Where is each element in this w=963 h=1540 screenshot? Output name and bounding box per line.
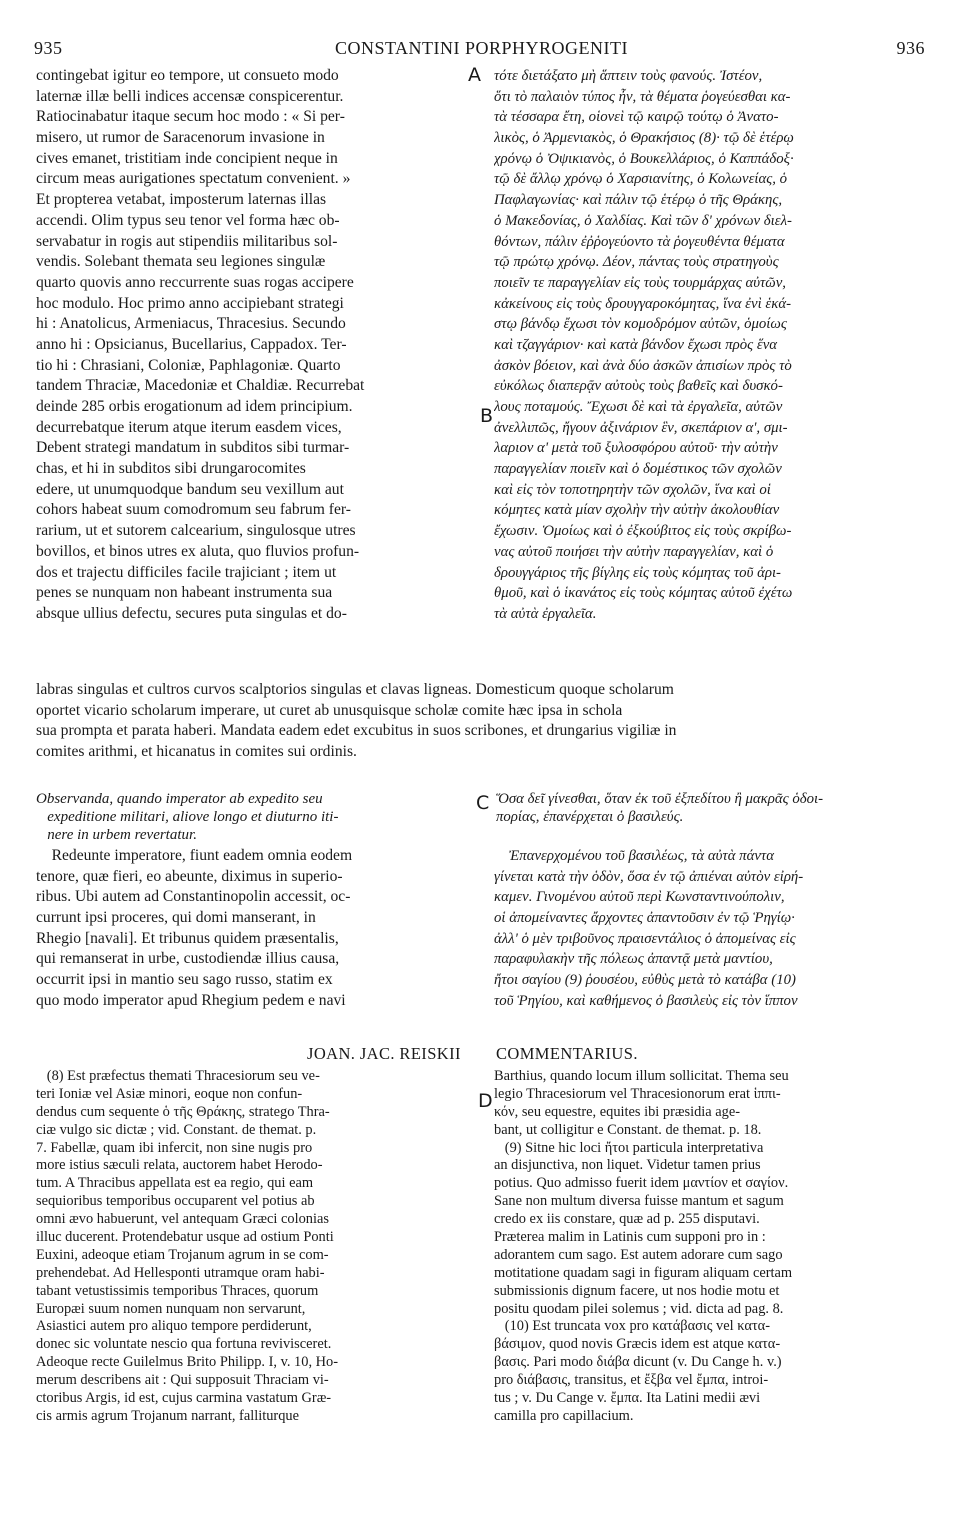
greek-text-line: εὐκόλως διαπερᾷν αὐτοὺς τοὺς βαθεῖς καὶ δυσκό- bbox=[494, 378, 783, 395]
commentary-line: ciæ vulgo sic dictæ ; vid. Constant. de themat. p. bbox=[36, 1121, 317, 1138]
latin-text-line: quarto quovis anno reccurrente suas rogas accipere bbox=[36, 273, 354, 291]
greek-text-line: παραφυλακὴν τῆς πόλεως ἀπαντᾷ μετὰ μαντίου, bbox=[494, 951, 773, 968]
latin-text-line: tenore, quæ fieri, eo abeunte, diximus in superio- bbox=[36, 867, 343, 885]
greek-text-line: θμοῦ, καὶ ὁ ἱκανάτος εἰς τοὺς κόμητας αὐτοῦ ἐχέτω bbox=[494, 585, 793, 602]
commentary-line: Adeoque recte Guilelmus Brito Philipp. I, v. 10, Ho- bbox=[36, 1354, 339, 1371]
greek-text-line: τῷ πρώτῳ χρόνῳ. Δέον, πάντας τοὺς στρατηγοὺς bbox=[494, 254, 779, 271]
greek-text-line: τῷ δὲ ἄλλῳ χρόνῳ ὁ Χαρσιανίτης, ὁ Κολωνείας, ὁ bbox=[494, 171, 788, 188]
commentary-line: sequioribus temporibus occuparent vel potius ab bbox=[36, 1193, 315, 1210]
latin-text-line: Redeunte imperatore, fiunt eadem omnia eodem bbox=[36, 847, 353, 864]
commentary-line: illuc ducerent. Protendebatur usque ad ostium Ponti bbox=[36, 1229, 334, 1246]
commentary-line: positu quodam pilei solemus ; vid. dicta ad pag. 8. bbox=[494, 1300, 784, 1317]
commentary-line: camilla pro capillacium. bbox=[494, 1407, 634, 1424]
margin-marker-c: C bbox=[476, 792, 490, 814]
greek-text-line: καὶ τζαγγάριον· καὶ κατὰ βάνδον ἔχωσι πρὸς ἕνα bbox=[494, 336, 778, 353]
commentary-line: tus ; v. Du Cange v. ἔμπα. Ita Latini medii ævi bbox=[494, 1390, 761, 1407]
latin-text-line: anno hi : Opsicianus, Bucellarius, Cappadox. Ter- bbox=[36, 335, 347, 353]
latin-title-line: nere in urbem revertatur. bbox=[36, 827, 197, 843]
greek-text-line: Ἐπανερχομένου τοῦ βασιλέως, τὰ αὐτὰ πάντα bbox=[494, 848, 774, 864]
commentary-line: adorantem cum sago. Est autem adorare cum sago bbox=[494, 1246, 783, 1263]
latin-text-line: Debent strategi mandatum in subditos sibi turmar- bbox=[36, 439, 350, 457]
latin-text-line: occurrit ipsi in mantio seu sago russo, statim ex bbox=[36, 971, 333, 989]
greek-text-line: κἀκείνους εἰς τοὺς δρουγγαροκόμητας, ἵνα ἐνὶ ἑκά- bbox=[494, 295, 792, 312]
greek-text-line: τὰ αὐτὰ ἐργαλεῖα. bbox=[494, 605, 597, 622]
greek-text-line: τὰ τέσσαρα ἔτη, οἱονεὶ τῷ καιρῷ τούτῳ ὁ Ἀνατο- bbox=[494, 109, 779, 126]
greek-text-line: χρόνῳ ὁ Ὀψικιανὸς, ὁ Βουκελλάριος, ὁ Καππάδοξ· bbox=[494, 150, 794, 167]
commentary-line: Præterea malim in Latinis cum supponi pro in : bbox=[494, 1229, 766, 1246]
commentary-heading-left: JOAN. JAC. REISKII bbox=[307, 1044, 461, 1063]
commentary-line: βάσιμον, quod novis Græcis idem est atque κατα- bbox=[494, 1336, 781, 1353]
commentary-line: prehendebat. Ad Hellesponti utramque oram habi- bbox=[36, 1264, 325, 1281]
greek-title-line: Ὅσα δεῖ γίνεσθαι, ὅταν ἐκ τοῦ ἐξπεδίτου ἢ μακρᾶς ὁδοι- bbox=[496, 791, 824, 807]
latin-text-line: accendi. Olim typus seu tenor vel forma hæc ob- bbox=[36, 211, 340, 229]
commentary-line: tabant vetustissimis temporibus Thraces, quorum bbox=[36, 1282, 319, 1299]
latin-text-line: tandem Thraciæ, Macedoniæ et Chaldiæ. Recurrebat bbox=[36, 377, 365, 395]
latin-text-line: absque ullius defectu, secures puta singulas et do- bbox=[36, 604, 347, 622]
full-width-paragraph bbox=[36, 680, 926, 763]
full-width-text-line: labras singulas et cultros curvos scalptorios singulas et clavas ligneas. Domesticum quoque scholarum bbox=[36, 681, 674, 698]
commentary-line: cis armis agrum Trojanum narrant, falliturque bbox=[36, 1407, 299, 1424]
latin-text-line: misero, ut rumor de Saracenorum invasione in bbox=[36, 129, 325, 147]
commentary-line: (10) Est truncata vox pro κατάβασις vel κατα- bbox=[494, 1318, 770, 1335]
commentary-line: Sane non multum diversa fuisse mantum et sagum bbox=[494, 1193, 784, 1210]
greek-text-line: ἤτοι σαγίου (9) ῥουσέου, εὐθὺς μετὰ τὸ κατάβα (10) bbox=[494, 972, 796, 989]
latin-text-line: Rhegio [navali]. Et tribunus quidem præsentalis, bbox=[36, 929, 339, 947]
greek-text-line: καὶ εἰς τὸν τοποτηρητὴν τῶν σχολῶν, ἵνα καὶ οἱ bbox=[494, 481, 771, 498]
latin-text-line: chas, et hi in subditos sibi drungarocomites bbox=[36, 460, 306, 478]
commentary-line: potius. Quo admisso fuerit idem μαντίον et σαγίον. bbox=[494, 1175, 789, 1192]
greek-text-line: ὁ Μακεδονίας, ὁ Χαλδίας. Καὶ τῶν δ' χρόνων διελ- bbox=[494, 212, 792, 229]
latin-text-line: hoc modulo. Hoc primo anno accipiebant strategi bbox=[36, 294, 344, 312]
greek-title-line: πορίας, ἐπανέρχεται ὁ βασιλεύς. bbox=[496, 809, 684, 825]
commentary-line: motitatione quadam sagi in figuram aliquam certam bbox=[494, 1264, 793, 1281]
commentary-line: κόν, seu equestre, equites ibi præsidia age- bbox=[494, 1103, 741, 1120]
latin-text-line: servabatur in rogis aut stipendiis militaribus sol- bbox=[36, 232, 338, 250]
latin-text-line: edere, ut unumquodque bandum seu vexillum aut bbox=[36, 480, 344, 498]
commentary-notes-right bbox=[494, 1068, 928, 1426]
full-width-text-line: sua prompta et parata haberi. Mandata eadem edet excubitus in suos scribones, et drungarius vigiliæ in bbox=[36, 722, 677, 740]
greek-text-line: νας αὐτοῦ ποιήσει τὴν αὐτὴν παραγγελίαν, καὶ ὁ bbox=[494, 543, 774, 560]
commentary-notes-left bbox=[36, 1068, 476, 1426]
greek-text-line: θόντων, πάλιν ἐῤῥογεύοντο τὰ ῥογευθέντα θέματα bbox=[494, 233, 785, 250]
commentary-line: (8) Est præfectus themati Thracesiorum seu ve- bbox=[36, 1068, 320, 1084]
commentary-line: dendus cum sequente ὁ τῆς Θράκης, stratego Thra- bbox=[36, 1103, 330, 1120]
commentary-line: omni ævo habuerunt, vel antequam Græci colonias bbox=[36, 1211, 329, 1228]
commentary-line: βασις. Pari modo διάβα dicunt (v. Du Cange h. v.) bbox=[494, 1354, 782, 1371]
latin-text-line: cohors habeat suum comodromum seu fabrum fer- bbox=[36, 501, 351, 519]
greek-text-line: ὅτι τὸ παλαιὸν τύπος ἦν, τὰ θέματα ῥογεύεσθαι κα- bbox=[494, 88, 791, 105]
greek-text-line: ἀνελλιπῶς, ἤγουν ἀξινάριον ἓν, σκεπάριον α', σμι- bbox=[494, 419, 788, 436]
latin-text-line: bovillos, et binos utres ex aluta, quo fluvios profun- bbox=[36, 542, 360, 560]
running-title: CONSTANTINI PORPHYROGENITI bbox=[334, 38, 629, 58]
commentary-line: 7. Fabellæ, quam ibi infercit, non sine nugis pro bbox=[36, 1139, 313, 1156]
greek-text-line: λους ποταμούς. Ἔχωσι δὲ καὶ τὰ ἐργαλεῖα, αὐτῶν bbox=[494, 399, 783, 415]
greek-text-line: ἀλλ' ὁ μὲν τριβοῦνος πραισεντάλιος ὁ ἀπομείνας εἰς bbox=[494, 930, 796, 947]
commentary-line: ctoribus Argis, id est, cujus carmina vastatum Græ- bbox=[36, 1390, 332, 1407]
commentary-line: merum describens ait : Qui supposuit Thraciam vi- bbox=[36, 1372, 329, 1389]
commentary-line: legio Thracesiorum vel Thracesionorum erat ἱππι- bbox=[494, 1085, 781, 1102]
greek-text-line: καμεν. Γινομένου αὐτοῦ περὶ Κωνσταντινούπολιν, bbox=[494, 889, 785, 906]
latin-text-line: cives emanet, tristitiam inde concipient neque in bbox=[36, 149, 338, 167]
greek-text-line: λαριον α' μετὰ τοῦ ξυλοσφόρου αὐτοῦ· τὴν αὐτὴν bbox=[494, 440, 778, 457]
latin-text-line: currunt ipsi proceres, qui domi manserant, in bbox=[36, 909, 316, 927]
latin-text-line: dos et trajectu difficiles facile trajiciant ; item ut bbox=[36, 563, 337, 581]
latin-column bbox=[36, 66, 474, 625]
latin-text-line: ribus. Ubi autem ad Constantinopolin accessit, oc- bbox=[36, 888, 351, 906]
latin-text-line: vendis. Solebant themata seu legiones singulæ bbox=[36, 253, 326, 271]
latin-text-line: qui remanserat in urbe, custodiendæ illius causa, bbox=[36, 950, 340, 968]
full-width-text-line: comites arithmi, et hicanatus in comites sui ordinis. bbox=[36, 743, 357, 761]
left-page-number: 935 bbox=[34, 38, 63, 58]
commentary-line: teri Ioniæ vel Asiæ minori, eoque non confun- bbox=[36, 1085, 303, 1102]
commentary-line: Euxini, adeoque etiam Trojanum agrum in se com- bbox=[36, 1246, 329, 1263]
latin-lower-paragraph bbox=[36, 846, 474, 1012]
latin-text-line: tio hi : Chrasiani, Coloniæ, Paphlagoniæ. Quarto bbox=[36, 356, 341, 374]
commentary-line: bant, ut colligitur e Constant. de themat. p. 18. bbox=[494, 1121, 762, 1138]
greek-text-line: δρουγγάριος τῆς βίγλης εἰς τοὺς κόμητας τοῦ ἀρι- bbox=[494, 564, 781, 581]
commentary-line: (9) Sitne hic loci ἤτοι particula interpretativa bbox=[494, 1139, 764, 1156]
greek-text-line: γίνεται κατὰ τὴν ὁδὸν, ὅσα ἐν τῷ ἀπιέναι αὐτὸν εἰρή- bbox=[494, 868, 804, 885]
commentary-line: pro διάβασις, transitus, et ἔξβα vel ἔμπα, introi- bbox=[494, 1372, 769, 1389]
greek-text-line: στῳ βάνδῳ ἔχωσι τὸν κομοδρόμον αὐτῶν, ὁμοίως bbox=[494, 316, 787, 333]
greek-text-line: τοῦ Ῥηγίου, καὶ καθήμενος ὁ βασιλεὺς εἰς τὸν ἵππον bbox=[494, 992, 798, 1009]
section-title-latin bbox=[36, 790, 476, 844]
latin-text-line: circum meas aurigationes spectatum convenient. » bbox=[36, 170, 351, 188]
greek-text-line: ἀσκὸν βόειον, καὶ ἀνὰ δύο ἀσκῶν ἀπισίων πρὸς τὸ bbox=[494, 357, 792, 374]
latin-text-line: quo modo imperator apud Rhegium pedem e navi bbox=[36, 991, 346, 1009]
greek-text-line: παραγγελίαν ποιεῖν καὶ ὁ δομέστικος τῶν σχολῶν bbox=[494, 461, 782, 478]
commentary-line: an disjunctiva, non liquet. Videtur tamen prius bbox=[494, 1157, 761, 1174]
latin-text-line: hi : Anatolicus, Armeniacus, Thracesius. Secundo bbox=[36, 315, 346, 333]
latin-text-line: laternæ illæ belli indices accensæ conspicerentur. bbox=[36, 87, 344, 105]
right-page-number: 936 bbox=[896, 38, 925, 58]
greek-text-line: Παφλαγωνίας· καὶ πάλιν τῷ ἑτέρῳ ὁ τῆς Θράκης, bbox=[494, 192, 783, 209]
commentary-line: submissionis dignum facere, ut nos hodie motu et bbox=[494, 1282, 780, 1299]
greek-column bbox=[494, 66, 924, 625]
latin-text-line: rarium, ut et sutorem calcearium, singulosque utres bbox=[36, 522, 356, 540]
commentary-line: Europæi suum nomen nunquam non servarunt, bbox=[36, 1300, 306, 1317]
latin-text-line: Ratiocinabatur itaque secum hoc modo : « Si per- bbox=[36, 108, 345, 126]
greek-lower-paragraph bbox=[494, 846, 924, 1012]
latin-text-line: penes se nunquam non habeant instrumenta sua bbox=[36, 584, 333, 602]
commentary-line: more istius sæculi relata, auctorem habet Herodo- bbox=[36, 1157, 323, 1174]
greek-text-line: λικὸς, ὁ Ἀρμενιακὸς, ὁ Θρακήσιος (8)· τῷ δὲ ἑτέρῳ bbox=[494, 130, 794, 147]
margin-marker-a: A bbox=[468, 64, 481, 86]
section-title-greek bbox=[496, 790, 926, 826]
margin-marker-d: D bbox=[478, 1090, 493, 1112]
commentary-line: credo ex iis constare, quæ ad p. 255 disputavi. bbox=[494, 1211, 760, 1228]
commentary-line: Barthius, quando locum illum sollicitat. Thema seu bbox=[494, 1068, 789, 1084]
margin-marker-b: B bbox=[480, 405, 494, 427]
greek-text-line: ποιεῖν τε παραγγελίαν εἰς τοὺς τουρμάρχας αὐτῶν, bbox=[494, 274, 787, 291]
commentary-line: donec sic voluntate nescio qua fortuna revivisceret. bbox=[36, 1336, 332, 1353]
commentary-line: tum. A Thracibus appellata est ea regio, qui eam bbox=[36, 1175, 314, 1192]
commentary-line: Asiastici autem pro aliquo tempore perdiderunt, bbox=[36, 1318, 312, 1335]
greek-text-line: ἔχωσιν. Ὁμοίως καὶ ὁ ἐξκούβιτος εἰς τοὺς σκρίβω- bbox=[494, 523, 792, 540]
latin-text-line: Et propterea vetabat, imposterum laternas illas bbox=[36, 191, 327, 209]
latin-title-line: Observanda, quando imperator ab expedito seu bbox=[36, 791, 323, 807]
greek-text-line: κόμητες κατὰ μίαν σχολὴν τὴν αὐτὴν ἀκολουθίαν bbox=[494, 502, 780, 519]
greek-text-line: οἱ ἀπομείναντες ἄρχοντες ἀπαντοῦσιν ἐν τῷ Ῥηγίῳ· bbox=[494, 910, 795, 927]
latin-text-line: deinde 285 orbis erogationum ad idem principium. bbox=[36, 398, 353, 415]
latin-text-line: decurrebatque iterum atque iterum easdem vices, bbox=[36, 418, 342, 436]
full-width-text-line: oportet vicario scholarum imperare, ut curet ab unusquisque scholæ comite hæc ipsa in schola bbox=[36, 701, 623, 719]
latin-title-line: expeditione militari, aliove longo et diuturno iti- bbox=[36, 809, 339, 825]
latin-text-line: contingebat igitur eo tempore, ut consueto modo bbox=[36, 67, 339, 84]
greek-text-line: τότε διετάξατο μὴ ἅπτειν τοὺς φανούς. Ἰστέον, bbox=[494, 68, 763, 84]
commentary-heading-right: COMMENTARIUS. bbox=[496, 1044, 638, 1063]
